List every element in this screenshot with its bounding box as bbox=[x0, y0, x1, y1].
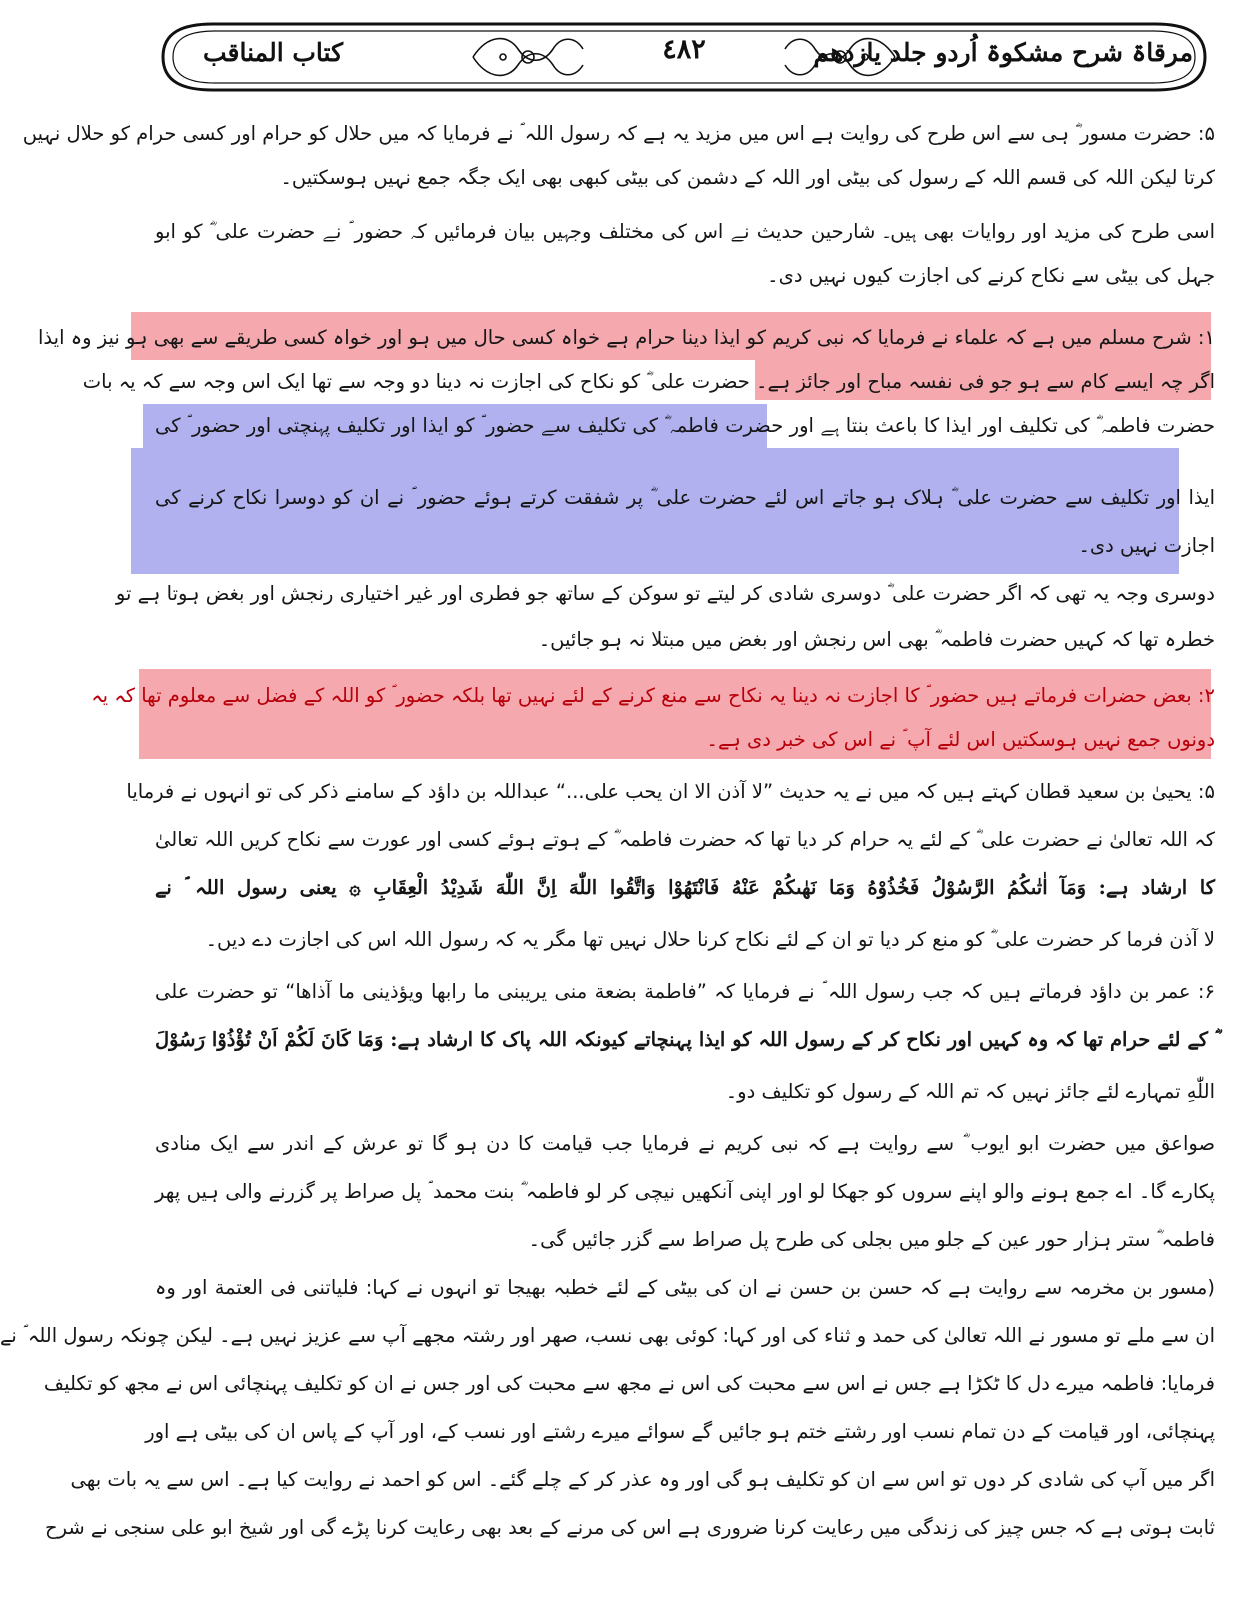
text-line: حضرت فاطمہ ؓ کی تکلیف اور ایذا کا باعث بنتا ہے اور حضرت فاطمہ ؓ کی تکلیف سے حضور ؐ کو ایذا اور تکلیف پہنچتی اور حضور ؐ کی bbox=[155, 414, 1215, 437]
text-line: ۲: بعض حضرات فرماتے ہیں حضور ؐ کا اجازت نہ دینا یہ نکاح سے منع کرنے کے لئے نہیں تھا بلکہ حضور ؐ کو اللہ کے فضل سے معلوم تھا کہ یہ bbox=[91, 684, 1215, 707]
text-line: اسی طرح کی مزید اور روایات بھی ہیں۔ شارحین حدیث نے اس کی مختلف وجہیں بیان فرمائیں کہ حضور ؐ نے حضرت علی ؓ کو ابو bbox=[155, 220, 1215, 243]
text-line: صواعق میں حضرت ابو ایوب ؓ سے روایت ہے کہ نبی کریم نے فرمایا جب قیامت کا دن ہو گا تو عرش کے اندر سے ایک منادی bbox=[155, 1132, 1215, 1155]
text-line: ایذا اور تکلیف سے حضرت علی ؓ ہلاک ہو جاتے اس لئے حضرت علی ؓ پر شفقت کرتے ہوئے حضور ؐ نے ان کو دوسرا نکاح کرنے کی bbox=[155, 486, 1215, 509]
chapter-title: كتاب المناقب bbox=[203, 38, 343, 67]
text-line: ۵: حضرت مسور ؓ ہی سے اس طرح کی روایت ہے اس میں مزید یہ ہے کہ رسول اللہ ؐ نے فرمایا کہ میں حلال کو حرام اور کسی حرام کو حلال نہیں bbox=[22, 122, 1215, 145]
text-line: خطرہ تھا کہ کہیں حضرت فاطمہ ؓ بھی اس رنجش اور بغض میں مبتلا نہ ہو جائیں۔ bbox=[538, 628, 1215, 651]
text-line: فاطمہ ؓ ستر ہزار حور عین کے جلو میں بجلی کی طرح پل صراط سے گزر جائیں گی۔ bbox=[528, 1228, 1215, 1251]
text-line: دوسری وجہ یہ تھی کہ اگر حضرت علی ؓ دوسری شادی کر لیتے تو سوکن کے ساتھ جو فطری اور غیر اختیاری رنجش اور بغض ہوتا ہے تو bbox=[115, 582, 1215, 605]
text-line: ۵: یحییٰ بن سعید قطان کہتے ہیں کہ میں نے یہ حدیث ”لا آذن الا ان یحب علی...“ عبداللہ بن داؤد کے سامنے ذکر کی تو انہوں نے فرمایا bbox=[126, 780, 1215, 803]
page-number: ٤٨٢ bbox=[662, 34, 706, 65]
text-line-quran: ؓ کے لئے حرام تھا کہ وہ کہیں اور نکاح کر کے رسول اللہ کو ایذا پہنچاتے کیونکہ اللہ پاک کا ارشاد ہے: وَمَا كَانَ لَكُمْ اَنْ تُؤْذُوْا رَسُوْلَ bbox=[155, 1028, 1215, 1051]
text-line: ثابت ہوتی ہے کہ جس چیز کی زندگی میں رعایت کرنا ضروری ہے اس کی مرنے کے بعد بھی رعایت کرنا پڑے گی اور شیخ ابو علی سنجی نے شرح bbox=[45, 1516, 1215, 1539]
text-line: ۱: شرح مسلم میں ہے کہ علماء نے فرمایا کہ نبی کریم کو ایذا دینا حرام ہے خواہ کسی حال میں ہو اور خواہ کسی طریقے سے بھی ہو نیز وہ ایذا bbox=[38, 326, 1215, 349]
text-line: کرتا لیکن اللہ کی قسم اللہ کے رسول کی بیٹی اور اللہ کے دشمن کی بیٹی کبھی بھی ایک جگہ جمع نہیں ہوسکتیں۔ bbox=[280, 166, 1215, 189]
text-line: اجازت نہیں دی۔ bbox=[1078, 534, 1215, 557]
text-line: ۶: عمر بن داؤد فرماتے ہیں کہ جب رسول اللہ ؐ نے فرمایا کہ ”فاطمة بضعة منی یریبنی ما رابها ویؤذینی ما آذاها“ تو حضرت علی bbox=[155, 980, 1215, 1003]
text-line: ان سے ملے تو مسور نے اللہ تعالیٰ کی حمد و ثناء کی اور کہا: کوئی بھی نسب، صھر اور رشتہ مجھے آپ سے عزیز نہیں ہے۔ لیکن چونکہ رسول اللہ ؐ نے bbox=[0, 1324, 1215, 1347]
text-line: دونوں جمع نہیں ہوسکتیں اس لئے آپ ؐ نے اس کی خبر دی ہے۔ bbox=[706, 728, 1215, 751]
text-line-quran: کا ارشاد ہے: وَمَآ اٰتٰىكُمُ الرَّسُوْلُ فَخُذُوْهُ وَمَا نَهٰىكُمْ عَنْهُ فَانْتَهُوْا وَاتَّقُوا اللّٰهَ اِنَّ اللّٰهَ شَدِيْدُ الْعِقَابِ ۞ یعنی رسول اللہ ؐ نے bbox=[155, 876, 1215, 899]
text-line: فرمایا: فاطمہ میرے دل کا ٹکڑا ہے جس نے اس سے محبت کی اس نے مجھ سے محبت کی اور جس نے ان کو تکلیف پہنچائی اس نے مجھ کو تکلیف bbox=[43, 1372, 1215, 1395]
text-line: لا آذن فرما کر حضرت علی ؓ کو منع کر دیا تو ان کے لئے نکاح کرنا حلال نہیں تھا مگر یہ کہ رسول اللہ اس کی اجازت دے دیں۔ bbox=[205, 928, 1215, 951]
text-line: (مسور بن مخرمہ سے روایت ہے کہ حسن بن حسن نے ان کی بیٹی کے لئے خطبہ بھیجا تو انہوں نے کہا: فلیاتنی فی العتمة اور وہ bbox=[155, 1276, 1215, 1299]
text-line: پکارے گا۔ اے جمع ہونے والو اپنے سروں کو جھکا لو اور اپنی آنکھیں نیچی کر لو فاطمہ ؓ بنت محمد ؐ پل صراط پر گزرنے والی ہیں پھر bbox=[155, 1180, 1215, 1203]
text-line: جہل کی بیٹی سے نکاح کرنے کی اجازت کیوں نہیں دی۔ bbox=[767, 264, 1215, 287]
text-line: اگر میں آپ کی شادی کر دوں تو اس سے ان کو تکلیف ہو گی اور وہ عذر کر کے چلے گئے۔ اس کو احمد نے روایت کیا ہے۔ اس سے یہ بات بھی bbox=[70, 1468, 1215, 1491]
text-line: کہ اللہ تعالیٰ نے حضرت علی ؓ کے لئے یہ حرام کر دیا تھا کہ حضرت فاطمہ ؓ کے ہوتے ہوئے کسی اور عورت سے نکاح کریں اللہ تعالیٰ bbox=[155, 828, 1215, 851]
text-line: اگر چہ ایسے کام سے ہو جو فی نفسہ مباح اور جائز ہے۔ حضرت علی ؓ کو نکاح کی اجازت نہ دینا دو وجہ سے تھا ایک اس وجہ سے کہ یہ بات bbox=[82, 370, 1215, 393]
book-title: مرقاۃ شرح مشکوۃ اُردو جلد یازدھم bbox=[813, 38, 1193, 67]
text-line: پہنچائی، اور قیامت کے دن تمام نسب اور رشتے ختم ہو جائیں گے سوائے میرے رشتے اور نسب کے، اور آپ کے پاس ان کی بیٹی ہے اور bbox=[145, 1420, 1215, 1443]
text-line: اللّٰهِ تمہارے لئے جائز نہیں کہ تم اللہ کے رسول کو تکلیف دو۔ bbox=[725, 1080, 1215, 1103]
